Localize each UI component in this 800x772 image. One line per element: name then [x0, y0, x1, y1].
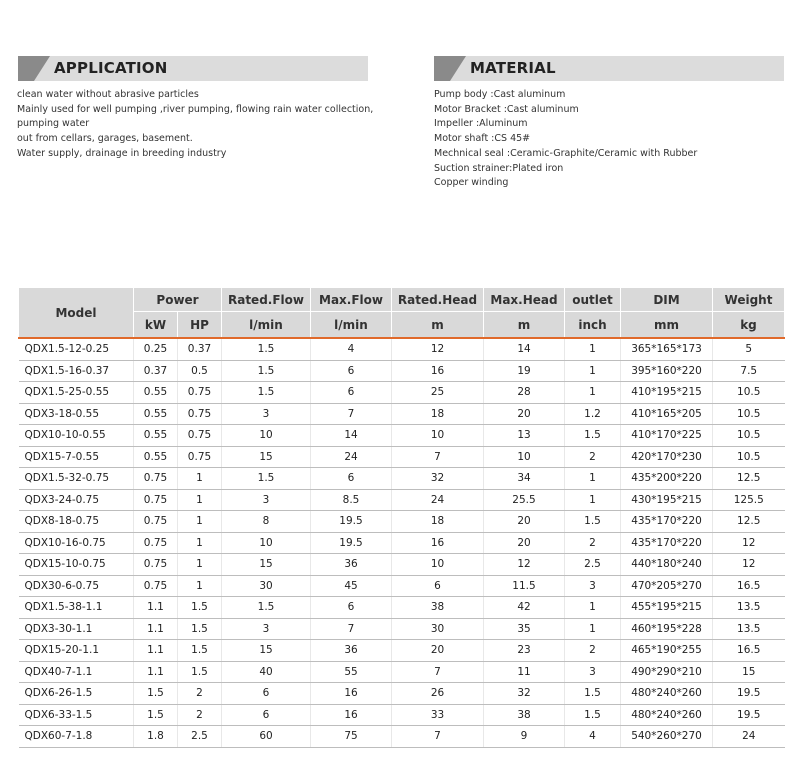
table-cell: 3: [222, 489, 311, 511]
table-cell: 0.37: [134, 360, 178, 382]
table-cell: 7: [311, 403, 392, 425]
table-cell: 460*195*228: [621, 618, 713, 640]
table-row: [19, 468, 785, 490]
table-cell: 16.5: [713, 575, 785, 597]
table-cell: 18: [392, 403, 484, 425]
table-cell: 6: [222, 683, 311, 705]
unit-rated-flow: l/min: [222, 312, 311, 339]
table-cell: 12: [392, 338, 484, 360]
table-cell: 35: [484, 618, 565, 640]
table-cell: 1: [178, 511, 222, 533]
table-cell: 0.75: [178, 382, 222, 404]
table-cell: 6: [311, 382, 392, 404]
table-cell: 365*165*173: [621, 338, 713, 360]
table-cell: 540*260*270: [621, 726, 713, 748]
unit-outlet: inch: [565, 312, 621, 339]
table-cell: 19.5: [311, 511, 392, 533]
table-cell: 0.75: [134, 532, 178, 554]
table-cell: 2: [565, 532, 621, 554]
table-cell: 0.37: [178, 338, 222, 360]
table-cell: 410*170*225: [621, 425, 713, 447]
table-cell: 4: [311, 338, 392, 360]
table-cell: 1: [178, 489, 222, 511]
table-cell: 1: [565, 360, 621, 382]
unit-rated-head: m: [392, 312, 484, 339]
table-cell: 14: [311, 425, 392, 447]
table-cell: 1.5: [222, 597, 311, 619]
header-max-flow: Max.Flow: [311, 288, 392, 312]
table-cell: 7: [392, 446, 484, 468]
table-row: [19, 403, 785, 425]
table-cell: 2: [178, 683, 222, 705]
table-cell: 11.5: [484, 575, 565, 597]
header-model: Model: [19, 288, 134, 339]
table-cell: 1.5: [134, 683, 178, 705]
table-cell: 0.75: [178, 446, 222, 468]
table-cell: 455*195*215: [621, 597, 713, 619]
table-cell: 0.55: [134, 446, 178, 468]
table-cell: 1.1: [134, 661, 178, 683]
unit-max-head: m: [484, 312, 565, 339]
table-cell: 30: [222, 575, 311, 597]
table-cell: 6: [392, 575, 484, 597]
table-cell: 1.1: [134, 640, 178, 662]
table-cell: 55: [311, 661, 392, 683]
table-cell: 28: [484, 382, 565, 404]
table-cell: 30: [392, 618, 484, 640]
table-cell: 20: [484, 532, 565, 554]
table-cell: 1.5: [222, 382, 311, 404]
table-cell: 10.5: [713, 382, 785, 404]
table-cell: 430*195*215: [621, 489, 713, 511]
table-cell: 16: [392, 360, 484, 382]
table-cell: 1: [178, 468, 222, 490]
header-rated-flow: Rated.Flow: [222, 288, 311, 312]
table-cell: 3: [222, 403, 311, 425]
table-cell: 36: [311, 554, 392, 576]
header-marker: [434, 56, 450, 81]
table-cell: 6: [311, 468, 392, 490]
table-cell: 10: [392, 554, 484, 576]
table-cell: 13.5: [713, 597, 785, 619]
table-cell: 0.75: [134, 511, 178, 533]
table-cell: 395*160*220: [621, 360, 713, 382]
table-cell: 1.5: [178, 618, 222, 640]
material-title: MATERIAL: [470, 59, 556, 77]
table-row: [19, 382, 785, 404]
table-cell: 1.5: [134, 704, 178, 726]
table-cell: 1: [565, 338, 621, 360]
table-cell: 3: [565, 575, 621, 597]
table-row: [19, 618, 785, 640]
material-line: Suction strainer:Plated iron: [434, 162, 564, 174]
table-cell: 5: [713, 338, 785, 360]
table-cell: 19: [484, 360, 565, 382]
table-cell: 125.5: [713, 489, 785, 511]
table-row: [19, 704, 785, 726]
application-header: [18, 56, 368, 81]
model-cell: QDX8-18-0.75: [19, 511, 134, 533]
table-cell: 15: [222, 554, 311, 576]
table-row: [19, 597, 785, 619]
material-line: Motor shaft :CS 45#: [434, 133, 531, 145]
table-cell: 0.75: [178, 403, 222, 425]
unit-weight: kg: [713, 312, 785, 339]
table-cell: 1: [565, 597, 621, 619]
material-line: Impeller :Aluminum: [434, 118, 528, 130]
table-cell: 435*170*220: [621, 511, 713, 533]
table-cell: 2.5: [565, 554, 621, 576]
table-cell: 20: [484, 403, 565, 425]
application-line: out from cellars, garages, basement.: [17, 133, 193, 145]
application-line: pumping water: [17, 118, 90, 130]
table-cell: 0.75: [134, 468, 178, 490]
unit-max-flow: l/min: [311, 312, 392, 339]
spec-table: [18, 287, 785, 748]
model-cell: QDX1.5-32-0.75: [19, 468, 134, 490]
table-cell: 1.1: [134, 618, 178, 640]
model-cell: QDX60-7-1.8: [19, 726, 134, 748]
table-cell: 24: [311, 446, 392, 468]
model-cell: QDX6-26-1.5: [19, 683, 134, 705]
table-cell: 0.75: [134, 554, 178, 576]
table-cell: 19.5: [713, 683, 785, 705]
table-cell: 19.5: [311, 532, 392, 554]
table-cell: 45: [311, 575, 392, 597]
table-cell: 7.5: [713, 360, 785, 382]
table-cell: 0.55: [134, 382, 178, 404]
table-cell: 15: [713, 661, 785, 683]
table-cell: 6: [311, 360, 392, 382]
material-line: Pump body :Cast aluminum: [434, 89, 566, 100]
material-text: [434, 88, 784, 191]
table-row: [19, 661, 785, 683]
table-cell: 420*170*230: [621, 446, 713, 468]
table-cell: 7: [392, 726, 484, 748]
table-cell: 2: [565, 446, 621, 468]
table-cell: 435*170*220: [621, 532, 713, 554]
table-cell: 32: [484, 683, 565, 705]
table-cell: 24: [713, 726, 785, 748]
table-cell: 15: [222, 446, 311, 468]
model-cell: QDX6-33-1.5: [19, 704, 134, 726]
table-cell: 60: [222, 726, 311, 748]
table-cell: 1: [178, 532, 222, 554]
table-cell: 470*205*270: [621, 575, 713, 597]
model-cell: QDX3-18-0.55: [19, 403, 134, 425]
table-cell: 16: [392, 532, 484, 554]
model-cell: QDX40-7-1.1: [19, 661, 134, 683]
table-cell: 6: [311, 597, 392, 619]
model-cell: QDX10-16-0.75: [19, 532, 134, 554]
table-cell: 40: [222, 661, 311, 683]
table-cell: 7: [392, 661, 484, 683]
material-line: Mechnical seal :Ceramic-Graphite/Ceramic with Rubber: [434, 147, 698, 159]
header-dim: DIM: [621, 288, 713, 312]
header-rated-head: Rated.Head: [392, 288, 484, 312]
application-title: APPLICATION: [54, 59, 168, 77]
table-cell: 0.75: [134, 489, 178, 511]
application-line: Mainly used for well pumping ,river pumping, flowing rain water collection,: [17, 103, 374, 115]
table-cell: 6: [222, 704, 311, 726]
table-cell: 9: [484, 726, 565, 748]
table-cell: 465*190*255: [621, 640, 713, 662]
table-cell: 480*240*260: [621, 683, 713, 705]
table-cell: 10: [392, 425, 484, 447]
table-row: [19, 532, 785, 554]
table-cell: 0.75: [134, 575, 178, 597]
table-cell: 1.1: [134, 597, 178, 619]
table-row: [19, 575, 785, 597]
spec-table-body: [19, 338, 785, 747]
table-cell: 10: [222, 425, 311, 447]
table-cell: 1.5: [565, 425, 621, 447]
application-line: clean water without abrasive particles: [17, 89, 199, 100]
table-cell: 24: [392, 489, 484, 511]
header-max-head: Max.Head: [484, 288, 565, 312]
material-line: Motor Bracket :Cast aluminum: [434, 103, 579, 115]
table-cell: 0.55: [134, 425, 178, 447]
material-line: Copper winding: [434, 177, 509, 189]
unit-dim: mm: [621, 312, 713, 339]
header-marker-triangle: [34, 56, 50, 81]
table-cell: 0.25: [134, 338, 178, 360]
table-cell: 1: [178, 554, 222, 576]
model-cell: QDX10-10-0.55: [19, 425, 134, 447]
table-row: [19, 338, 785, 360]
table-cell: 4: [565, 726, 621, 748]
table-row: [19, 683, 785, 705]
table-cell: 10.5: [713, 446, 785, 468]
table-cell: 1.8: [134, 726, 178, 748]
header-power: Power: [134, 288, 222, 312]
table-cell: 1.5: [565, 704, 621, 726]
unit-kw: kW: [134, 312, 178, 339]
table-row: [19, 360, 785, 382]
table-cell: 1: [565, 382, 621, 404]
model-cell: QDX1.5-38-1.1: [19, 597, 134, 619]
table-cell: 1: [565, 618, 621, 640]
table-cell: 16.5: [713, 640, 785, 662]
unit-hp: HP: [178, 312, 222, 339]
table-cell: 2: [565, 640, 621, 662]
table-cell: 410*165*205: [621, 403, 713, 425]
model-cell: QDX15-10-0.75: [19, 554, 134, 576]
table-cell: 42: [484, 597, 565, 619]
table-cell: 14: [484, 338, 565, 360]
table-cell: 23: [484, 640, 565, 662]
table-row: [19, 446, 785, 468]
table-cell: 1: [565, 468, 621, 490]
table-cell: 19.5: [713, 704, 785, 726]
table-cell: 2.5: [178, 726, 222, 748]
table-cell: 10.5: [713, 425, 785, 447]
table-cell: 33: [392, 704, 484, 726]
table-cell: 20: [392, 640, 484, 662]
table-cell: 10.5: [713, 403, 785, 425]
table-row: [19, 554, 785, 576]
table-cell: 12.5: [713, 511, 785, 533]
table-cell: 1.5: [565, 683, 621, 705]
table-cell: 1.2: [565, 403, 621, 425]
table-cell: 0.75: [178, 425, 222, 447]
model-cell: QDX15-7-0.55: [19, 446, 134, 468]
table-row: [19, 425, 785, 447]
table-cell: 3: [222, 618, 311, 640]
model-cell: QDX1.5-12-0.25: [19, 338, 134, 360]
table-cell: 20: [484, 511, 565, 533]
table-cell: 12: [713, 554, 785, 576]
model-cell: QDX15-20-1.1: [19, 640, 134, 662]
table-cell: 1: [565, 489, 621, 511]
header-outlet: outlet: [565, 288, 621, 312]
table-cell: 440*180*240: [621, 554, 713, 576]
table-cell: 36: [311, 640, 392, 662]
table-cell: 11: [484, 661, 565, 683]
table-cell: 1.5: [222, 468, 311, 490]
table-cell: 12: [484, 554, 565, 576]
table-cell: 1.5: [222, 360, 311, 382]
table-cell: 32: [392, 468, 484, 490]
header-marker: [18, 56, 34, 81]
application-line: Water supply, drainage in breeding industry: [17, 147, 227, 159]
table-cell: 0.55: [134, 403, 178, 425]
table-cell: 18: [392, 511, 484, 533]
model-cell: QDX1.5-25-0.55: [19, 382, 134, 404]
table-cell: 38: [484, 704, 565, 726]
table-cell: 0.5: [178, 360, 222, 382]
table-cell: 2: [178, 704, 222, 726]
table-cell: 1.5: [178, 597, 222, 619]
table-cell: 1.5: [565, 511, 621, 533]
model-cell: QDX3-30-1.1: [19, 618, 134, 640]
table-cell: 1.5: [178, 640, 222, 662]
table-cell: 8.5: [311, 489, 392, 511]
table-row: [19, 489, 785, 511]
table-cell: 490*290*210: [621, 661, 713, 683]
table-cell: 25.5: [484, 489, 565, 511]
table-cell: 3: [565, 661, 621, 683]
table-cell: 7: [311, 618, 392, 640]
model-cell: QDX1.5-16-0.37: [19, 360, 134, 382]
table-cell: 1.5: [178, 661, 222, 683]
table-cell: 13.5: [713, 618, 785, 640]
table-cell: 480*240*260: [621, 704, 713, 726]
table-row: [19, 511, 785, 533]
table-cell: 75: [311, 726, 392, 748]
table-cell: 1.5: [222, 338, 311, 360]
table-cell: 8: [222, 511, 311, 533]
header-marker-triangle: [450, 56, 466, 81]
material-header: [434, 56, 784, 81]
header-weight: Weight: [713, 288, 785, 312]
table-cell: 16: [311, 683, 392, 705]
table-cell: 26: [392, 683, 484, 705]
table-cell: 10: [222, 532, 311, 554]
application-text: [17, 88, 374, 162]
table-row: [19, 726, 785, 748]
table-cell: 12: [713, 532, 785, 554]
table-cell: 10: [484, 446, 565, 468]
table-cell: 25: [392, 382, 484, 404]
table-cell: 410*195*215: [621, 382, 713, 404]
table-row: [19, 640, 785, 662]
table-cell: 16: [311, 704, 392, 726]
table-cell: 435*200*220: [621, 468, 713, 490]
table-cell: 13: [484, 425, 565, 447]
table-cell: 1: [178, 575, 222, 597]
table-cell: 12.5: [713, 468, 785, 490]
table-cell: 15: [222, 640, 311, 662]
table-cell: 34: [484, 468, 565, 490]
table-cell: 38: [392, 597, 484, 619]
model-cell: QDX3-24-0.75: [19, 489, 134, 511]
model-cell: QDX30-6-0.75: [19, 575, 134, 597]
